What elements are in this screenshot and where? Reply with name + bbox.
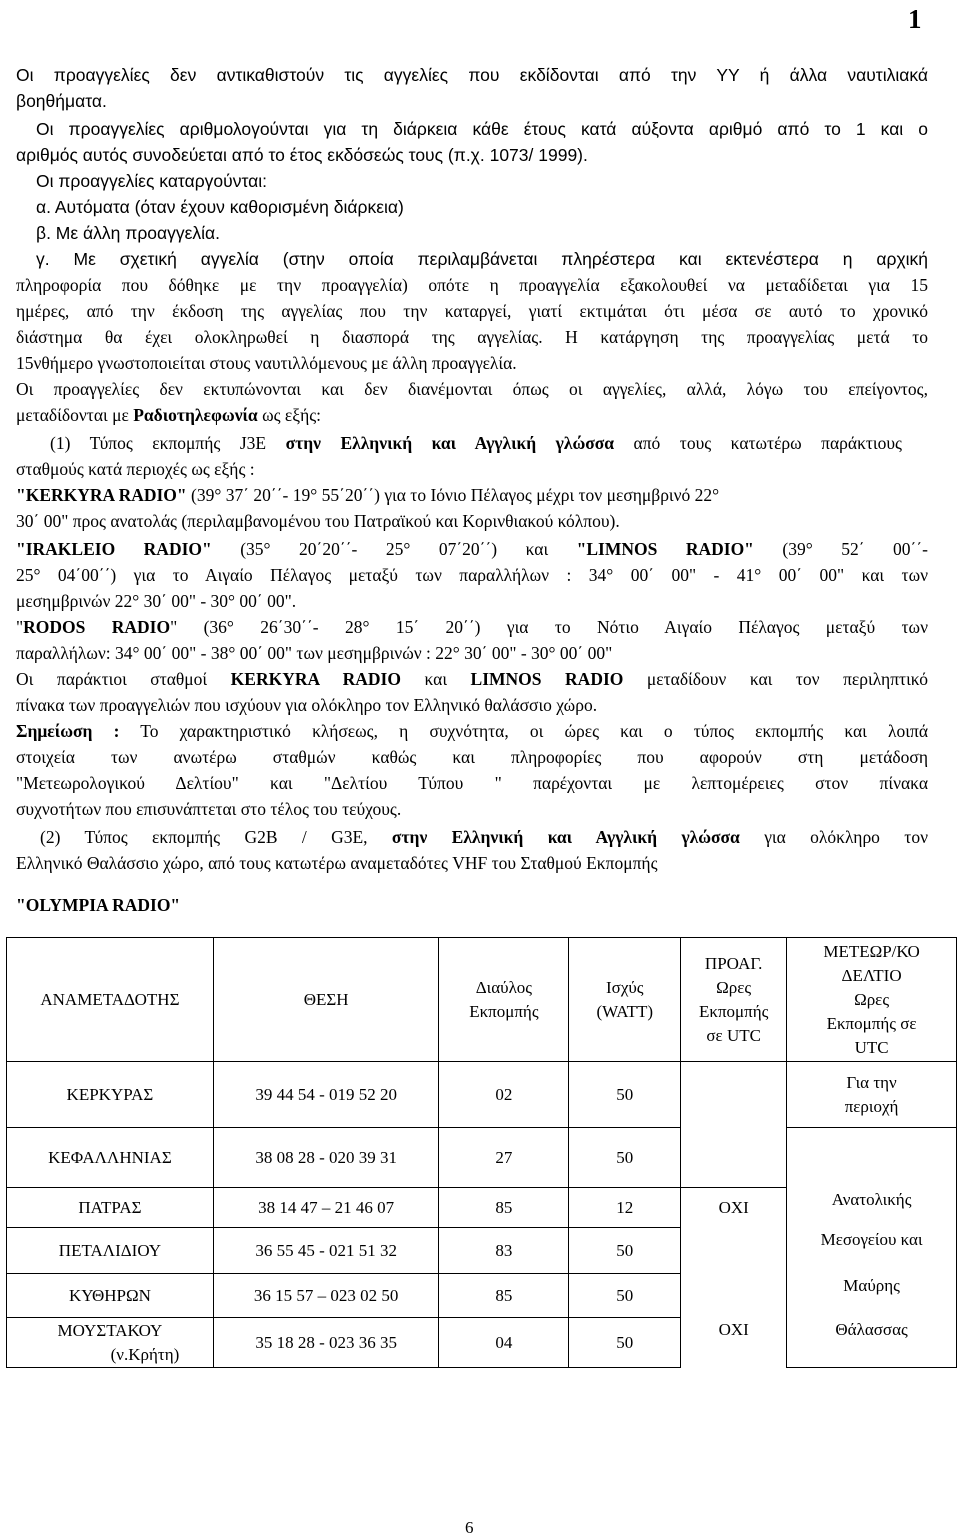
paragraph-line: (2) Τύπος εκπομπής G2B / G3E, στην Ελληνική και Αγγλική γλώσσα για ολόκληρο τον bbox=[40, 827, 928, 847]
channel-cell: 27 bbox=[439, 1128, 569, 1188]
channel-cell: 85 bbox=[439, 1274, 569, 1318]
paragraph-line: Οι προαγγελίες δεν εκτυπώνονται και δεν διανέμονται όπως οι αγγελίες, αλλά, λόγω του επείγοντος, bbox=[16, 379, 928, 399]
paragraph-line: "RODOS RADIO" (36° 26΄30΄΄- 28° 15΄ 20΄΄) για το Νότιο Αιγαίο Πέλαγος μεταξύ των bbox=[16, 617, 928, 637]
weather-area-cell bbox=[787, 1128, 957, 1188]
table-row bbox=[7, 1274, 957, 1318]
paragraph-line: πίνακα των προαγγελιών που ισχύουν για ολόκληρο τον Ελληνικό θαλάσσιο χώρο. bbox=[16, 695, 598, 715]
paragraph-line: μεταδίδονται με Ραδιοτηλεφωνία ως εξής: bbox=[16, 405, 322, 425]
table-header-row bbox=[7, 938, 957, 1062]
paragraph-line: "KERKYRA RADIO" (39° 37΄ 20΄΄- 19° 55΄20΄΄) για το Ιόνιο Πέλαγος μέχρι τον μεσημβρινό 22° bbox=[16, 485, 720, 505]
position-cell: 36 15 57 – 023 02 50 bbox=[213, 1274, 439, 1318]
paragraph-line: 25° 04΄00΄΄) για το Αιγαίο Πέλαγος μεταξύ των παραλλήλων : 34° 00΄ 00" - 41° 00΄ 00" και των bbox=[16, 565, 928, 585]
list-item-a: α. Αυτόματα (όταν έχουν καθορισμένη διάρκεια) bbox=[36, 197, 404, 217]
paragraph-line: μεσημβρινών 22° 30΄ 00" - 30° 00΄ 00". bbox=[16, 591, 297, 611]
channel-cell: 04 bbox=[439, 1318, 569, 1368]
repeater-table bbox=[6, 937, 957, 1368]
paragraph-line: Οι παράκτιοι σταθμοί KERKYRA RADIO και LIMNOS RADIO μεταδίδουν και τον περιληπτικό bbox=[16, 669, 928, 689]
weather-area-cell: Για την περιοχή bbox=[787, 1062, 957, 1128]
power-cell: 12 bbox=[569, 1188, 681, 1228]
table-row bbox=[7, 1188, 957, 1228]
power-cell: 50 bbox=[569, 1274, 681, 1318]
paragraph-line: 15νθήμερο γνωστοποιείται στους ναυτιλλόμενους με άλλη προαγγελία. bbox=[16, 353, 517, 373]
paragraph-line: παραλλήλων: 34° 00΄ 00" - 38° 00΄ 00" των μεσημβρινών : 22° 30΄ 00" - 30° 00΄ 00" bbox=[16, 643, 613, 663]
channel-cell: 85 bbox=[439, 1188, 569, 1228]
paragraph-line: (1) Τύπος εκπομπής J3E στην Ελληνική και Αγγλική γλώσσα από τους κατωτέρω παράκτιους bbox=[50, 433, 902, 453]
paragraph-line: διάστημα θα έχει ολοκληρωθεί η διασπορά της αγγελίας. Η κατάργηση της προαγγελίας μετά το bbox=[16, 327, 928, 347]
warning-hours-cell bbox=[681, 1228, 787, 1274]
station-cell: ΜΟΥΣΤΑΚΟΥ (ν.Κρήτη) bbox=[7, 1318, 214, 1368]
station-cell: ΠΑΤΡΑΣ bbox=[7, 1188, 214, 1228]
header-weather-hours: ΜΕΤΕΩΡ/ΚΟ ΔΕΛΤΙΟ Ωρες Εκπομπής σε UTC bbox=[787, 938, 957, 1062]
power-cell: 50 bbox=[569, 1228, 681, 1274]
station-cell: ΚΕΡΚΥΡΑΣ bbox=[7, 1062, 214, 1128]
position-cell: 39 44 54 - 019 52 20 bbox=[213, 1062, 439, 1128]
header-warning-hours: ΠΡΟΑΓ. Ωρες Εκπομπής σε UTC bbox=[681, 938, 787, 1062]
position-cell: 38 14 47 – 21 46 07 bbox=[213, 1188, 439, 1228]
paragraph-line: αριθμός αυτός συνοδεύεται από το έτος εκδόσεώς τους (π.χ. 1073/ 1999). bbox=[16, 145, 588, 165]
paragraph-line: Οι προαγγελίες δεν αντικαθιστούν τις αγγελίες που εκδίδονται από την ΥΥ ή άλλα ναυτιλιακά bbox=[16, 65, 928, 85]
table-row bbox=[7, 1128, 957, 1188]
header-repeater: ΑΝΑΜΕΤΑΔΟΤΗΣ bbox=[7, 938, 214, 1062]
page-number: 6 bbox=[465, 1518, 474, 1537]
power-cell: 50 bbox=[569, 1128, 681, 1188]
note-line: "Μετεωρολογικού Δελτίου" και "Δελτίου Τύπου " παρέχονται με λεπτομέρειες στον πίνακα bbox=[16, 773, 928, 793]
weather-area-cell: Ανατολικής bbox=[787, 1188, 957, 1228]
warning-hours-cell bbox=[681, 1274, 787, 1318]
paragraph-line: πληροφορία που δόθηκε με την προαγγελία) οπότε η προαγγελία εξακολουθεί να μεταδίδεται για 15 bbox=[16, 275, 928, 295]
table-row bbox=[7, 1062, 957, 1128]
position-cell: 38 08 28 - 020 39 31 bbox=[213, 1128, 439, 1188]
header-position: ΘΕΣΗ bbox=[213, 938, 439, 1062]
weather-area-cell: Μαύρης bbox=[787, 1274, 957, 1318]
paragraph-line: Οι προαγγελίες καταργούνται: bbox=[36, 171, 268, 191]
channel-cell: 83 bbox=[439, 1228, 569, 1274]
station-heading: "OLYMPIA RADIO" bbox=[16, 895, 181, 915]
station-cell: ΚΥΘΗΡΩΝ bbox=[7, 1274, 214, 1318]
table-row bbox=[7, 1228, 957, 1274]
note-line: συχνοτήτων που επισυνάπτεται στο τέλος του τεύχους. bbox=[16, 799, 402, 819]
position-cell: 36 55 45 - 021 51 32 bbox=[213, 1228, 439, 1274]
header-power: Ισχύς (WATT) bbox=[569, 938, 681, 1062]
note-line: Σημείωση : Το χαρακτηριστικό κλήσεως, η συχνότητα, οι ώρες και ο τύπος εκπομπής και λοιπά bbox=[16, 721, 928, 741]
paragraph-line: "IRAKLEIO RADIO" (35° 20΄20΄΄- 25° 07΄20΄΄) και "LIMNOS RADIO" (39° 52΄ 00΄΄- bbox=[16, 539, 929, 559]
paragraph-line: βοηθήματα. bbox=[16, 91, 107, 111]
power-cell: 50 bbox=[569, 1318, 681, 1368]
channel-cell: 02 bbox=[439, 1062, 569, 1128]
paragraph-line: Οι προαγγελίες αριθμολογούνται για τη διάρκεια κάθε έτους κατά αύξοντα αριθμό από το 1 και ο bbox=[36, 119, 928, 139]
station-cell: ΠΕΤΑΛΙΔΙΟΥ bbox=[7, 1228, 214, 1274]
list-item-c: γ. Με σχετική αγγελία (στην οποία περιλαμβάνεται πληρέστερα και εκτενέστερα η αρχική bbox=[36, 249, 928, 269]
weather-area-cell: Μεσογείου και bbox=[787, 1228, 957, 1274]
weather-area-cell: Θάλασσας bbox=[787, 1318, 957, 1368]
corner-page-number: 1 bbox=[908, 4, 922, 34]
power-cell: 50 bbox=[569, 1062, 681, 1128]
paragraph-line: σταθμούς κατά περιοχές ως εξής : bbox=[16, 459, 255, 479]
position-cell: 35 18 28 - 023 36 35 bbox=[213, 1318, 439, 1368]
paragraph-line: 30΄ 00" προς ανατολάς (περιλαμβανομένου του Πατραϊκού και Κορινθιακού κόλπου). bbox=[16, 511, 620, 531]
note-line: στοιχεία των ανωτέρω σταθμών καθώς και πληροφορίες που αφορούν στη μετάδοση bbox=[16, 747, 928, 767]
paragraph-line: ημέρες, από την έκδοση της αγγελίας που την καταργεί, γιατί εκτιμάται ότι μέσα σε αυτό το χρονικό bbox=[16, 301, 928, 321]
warning-hours-cell: ΟΧΙ bbox=[681, 1188, 787, 1228]
warning-hours-cell bbox=[681, 1062, 787, 1188]
paragraph-line: Ελληνικό Θαλάσσιο χώρο, από τους κατωτέρω αναμεταδότες VHF του Σταθμού Εκπομπής bbox=[16, 853, 658, 873]
list-item-b: β. Με άλλη προαγγελία. bbox=[36, 223, 221, 243]
header-channel: Διαύλος Εκπομπής bbox=[439, 938, 569, 1062]
warning-hours-cell: ΟΧΙ bbox=[681, 1318, 787, 1368]
station-cell: ΚΕΦΑΛΛΗΝΙΑΣ bbox=[7, 1128, 214, 1188]
table-row bbox=[7, 1318, 957, 1368]
